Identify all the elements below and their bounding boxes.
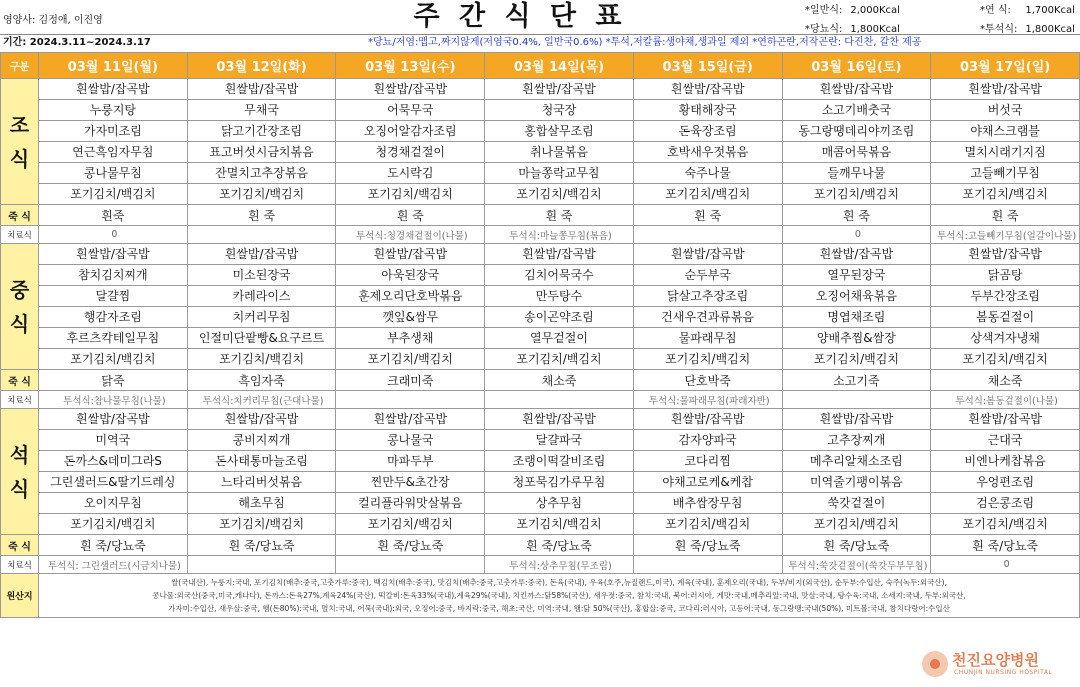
therapy-cell xyxy=(782,391,931,409)
origin-line: 콩나물:외국산(중국,미국,캐나다), 돈까스:돈육27%,계육24%(국산), 떡갈비:돈육33%(국내),계육29%(국내), 치킨까스:닭58%(국산), 새우젓:중국, 참치:국내, 북어:러시아, 게맛:국내,메추리알:국내, 맛살:국내, 탕수육:국내, 소세지:국내, 두부:외국산, xyxy=(152,591,966,600)
porridge-label: 죽 식 xyxy=(1,535,39,556)
dish-cell: 양배추찜&쌈장 xyxy=(782,328,931,349)
dish-cell: 포기김치/백김치 xyxy=(187,349,336,370)
dish-cell: 황태해장국 xyxy=(633,100,782,121)
dish-cell: 비엔나케찹볶음 xyxy=(931,451,1080,472)
therapy-cell xyxy=(633,226,782,244)
dish-cell: 포기김치/백김치 xyxy=(633,514,782,535)
menu-period: 기간: 2024.3.11~2024.3.17 xyxy=(3,37,151,48)
day-header: 03월 17일(일) xyxy=(931,53,1080,79)
dish-cell: 흰쌀밥/잡곡밥 xyxy=(39,409,188,430)
lunch-label xyxy=(1,244,39,370)
dish-cell: 훈제오리단호박볶음 xyxy=(336,286,485,307)
dish-cell: 매콤어묵볶음 xyxy=(782,142,931,163)
therapy-cell: 투석식:마늘쫑무침(볶음) xyxy=(485,226,634,244)
dish-cell: 카레라이스 xyxy=(187,286,336,307)
breakfast-dish-row xyxy=(1,79,1080,100)
therapy-cell: 투석식:물파래무침(파래자반) xyxy=(633,391,782,409)
dish-cell: 흰쌀밥/잡곡밥 xyxy=(485,79,634,100)
dish-cell: 흰쌀밥/잡곡밥 xyxy=(187,79,336,100)
dish-cell: 상색겨자냉채 xyxy=(931,328,1080,349)
dish-cell: 근대국 xyxy=(931,430,1080,451)
day-header: 03월 14일(목) xyxy=(485,53,634,79)
dish-cell: 흰쌀밥/잡곡밥 xyxy=(485,244,634,265)
porridge-cell: 흰 죽/당뇨죽 xyxy=(336,535,485,556)
origin-line: 가자미:수입산, 새우살:중국, 햄(돈80%):국내, 멸치:국내, 어묵(국내):외국, 오징어:중국, 바지락:중국, 해초:국산, 미역:국내, 햄:닭 50%(국산), 홍합살:중국, 코다리:러시아, 고등어:국내, 동그랑땡:국내(50%), 미트볼:국내, 참치다랑어:수입산 xyxy=(168,604,950,613)
dish-cell: 오징어채육볶음 xyxy=(782,286,931,307)
logo-mark-icon xyxy=(922,651,948,677)
breakfast-dish-row xyxy=(1,100,1080,121)
lunch-dish-row xyxy=(1,286,1080,307)
dish-cell: 마파두부 xyxy=(336,451,485,472)
dish-cell: 봄동겉절이 xyxy=(931,307,1080,328)
dish-cell: 흰쌀밥/잡곡밥 xyxy=(782,244,931,265)
dish-cell: 건새우견과류볶음 xyxy=(633,307,782,328)
porridge-cell: 흰 죽/당뇨죽 xyxy=(485,535,634,556)
dish-cell: 흰쌀밥/잡곡밥 xyxy=(39,244,188,265)
porridge-label: 죽 식 xyxy=(1,205,39,226)
dish-cell: 잔멸치고추장볶음 xyxy=(187,163,336,184)
porridge-cell: 흰 죽/당뇨죽 xyxy=(931,535,1080,556)
dish-cell: 흰쌀밥/잡곡밥 xyxy=(336,244,485,265)
origin-line: 쌀(국내산), 누룽지:국내, 포기김치(배추:중국,고춧가루:중국), 백김치(배추:중국), 맛김치(배추:중국,고춧가루:중국), 돈육(국내), 우육(호주,뉴질랜드,미국), 계육(국내), 훈제오리(국내), 두부/비지(외국산), 순두부:수입산, 숙주(녹두:외국산), xyxy=(171,578,947,587)
dish-cell: 닭곰탕 xyxy=(931,265,1080,286)
dish-cell: 고들빼기무침 xyxy=(931,163,1080,184)
dinner-porridge-row xyxy=(1,535,1080,556)
lunch-dish-row xyxy=(1,265,1080,286)
dish-cell: 컬리플라워맛살볶음 xyxy=(336,493,485,514)
dish-cell: 동그랑땡데리야끼조림 xyxy=(782,121,931,142)
dish-cell: 표고버섯시금치볶음 xyxy=(187,142,336,163)
dish-cell: 돈사태통마늘조림 xyxy=(187,451,336,472)
porridge-cell: 흰죽 xyxy=(39,205,188,226)
calorie-label: *일반식: xyxy=(805,5,843,16)
porridge-cell: 소고기죽 xyxy=(782,370,931,391)
dish-cell: 부추생채 xyxy=(336,328,485,349)
dish-cell: 조랭이떡갈비조림 xyxy=(485,451,634,472)
dish-cell: 달걀파국 xyxy=(485,430,634,451)
dish-cell: 콩비지찌개 xyxy=(187,430,336,451)
logo-english-name: CHUNJIN NURSING HOSPITAL xyxy=(954,669,1053,676)
dish-cell: 포기김치/백김치 xyxy=(782,349,931,370)
therapy-cell: 투석식:치커리무침(근대나물) xyxy=(187,391,336,409)
calorie-value: 1,700Kcal xyxy=(1025,5,1075,16)
therapy-cell: 투석식:참나물무침(나물) xyxy=(39,391,188,409)
therapy-cell: 투석식:청경채겉절이(나물) xyxy=(336,226,485,244)
dish-cell: 멸치시래기지짐 xyxy=(931,142,1080,163)
porridge-cell: 닭죽 xyxy=(39,370,188,391)
therapy-label: 치료식 xyxy=(1,391,39,409)
dish-cell: 포기김치/백김치 xyxy=(39,184,188,205)
dish-cell: 포기김치/백김치 xyxy=(931,349,1080,370)
dish-cell: 감자양파국 xyxy=(633,430,782,451)
porridge-cell: 흰 죽 xyxy=(931,205,1080,226)
dish-cell: 흰쌀밥/잡곡밥 xyxy=(931,244,1080,265)
dinner-dish-row xyxy=(1,493,1080,514)
porridge-cell: 흰 죽/당뇨죽 xyxy=(39,535,188,556)
dish-cell: 쑥갓겉절이 xyxy=(782,493,931,514)
dish-cell: 청포묵김가루무침 xyxy=(485,472,634,493)
therapy-cell: 투석식:봄동겉절이(나물) xyxy=(931,391,1080,409)
breakfast-dish-row xyxy=(1,121,1080,142)
therapy-cell: 투석식: 그린샐러드(시금치나물) xyxy=(39,556,188,574)
dish-cell: 청경채겉절이 xyxy=(336,142,485,163)
dish-cell: 포기김치/백김치 xyxy=(336,349,485,370)
calorie-label: *투석식: xyxy=(980,24,1018,35)
dish-cell: 흰쌀밥/잡곡밥 xyxy=(633,79,782,100)
porridge-cell: 흰 죽 xyxy=(633,205,782,226)
dish-cell: 오이지무침 xyxy=(39,493,188,514)
dinner-dish-row xyxy=(1,514,1080,535)
origin-label: 원산지 xyxy=(1,574,39,618)
dish-cell: 흰쌀밥/잡곡밥 xyxy=(782,409,931,430)
dish-cell: 김치어묵국수 xyxy=(485,265,634,286)
dish-cell: 행감자조림 xyxy=(39,307,188,328)
dish-cell: 미역국 xyxy=(39,430,188,451)
dish-cell: 치커리무침 xyxy=(187,307,336,328)
dish-cell: 도시락김 xyxy=(336,163,485,184)
therapy-cell: 투석식:상추무침(무조림) xyxy=(485,556,634,574)
dish-cell: 흰쌀밥/잡곡밥 xyxy=(931,79,1080,100)
dish-cell: 어묵무국 xyxy=(336,100,485,121)
dish-cell: 들깨무나물 xyxy=(782,163,931,184)
dinner-dish-row xyxy=(1,430,1080,451)
breakfast-therapy-row xyxy=(1,226,1080,244)
hospital-logo xyxy=(922,649,1072,681)
porridge-cell: 흰 죽 xyxy=(336,205,485,226)
dish-cell: 깻잎&쌈무 xyxy=(336,307,485,328)
therapy-label: 치료식 xyxy=(1,226,39,244)
lunch-porridge-row xyxy=(1,370,1080,391)
origin-text xyxy=(39,574,1080,618)
dish-cell: 숙주나물 xyxy=(633,163,782,184)
lunch-dish-row xyxy=(1,244,1080,265)
dish-cell: 코다리찜 xyxy=(633,451,782,472)
porridge-cell: 흰 죽 xyxy=(187,205,336,226)
dish-cell: 누룽지탕 xyxy=(39,100,188,121)
dish-cell: 포기김치/백김치 xyxy=(782,184,931,205)
breakfast-label xyxy=(1,79,39,205)
therapy-cell: 0 xyxy=(39,226,188,244)
breakfast-porridge-row xyxy=(1,205,1080,226)
therapy-cell xyxy=(336,556,485,574)
dish-cell: 미소된장국 xyxy=(187,265,336,286)
dish-cell: 닭고기간장조림 xyxy=(187,121,336,142)
porridge-cell: 크래미죽 xyxy=(336,370,485,391)
dish-cell: 포기김치/백김치 xyxy=(39,349,188,370)
dish-cell: 아욱된장국 xyxy=(336,265,485,286)
dish-cell: 홍합살무조림 xyxy=(485,121,634,142)
dish-cell: 포기김치/백김치 xyxy=(931,514,1080,535)
dish-cell: 그린샐러드&딸기드레싱 xyxy=(39,472,188,493)
therapy-cell xyxy=(336,391,485,409)
dish-cell: 호박새우젓볶음 xyxy=(633,142,782,163)
dish-cell: 상추무침 xyxy=(485,493,634,514)
dish-cell: 연근흑임자무침 xyxy=(39,142,188,163)
dish-cell: 포기김치/백김치 xyxy=(633,349,782,370)
dish-cell: 돈까스&데미그라S xyxy=(39,451,188,472)
dish-cell: 흰쌀밥/잡곡밥 xyxy=(931,409,1080,430)
dish-cell: 검은콩조림 xyxy=(931,493,1080,514)
porridge-cell: 흰 죽 xyxy=(485,205,634,226)
dish-cell: 물파래무침 xyxy=(633,328,782,349)
dish-cell: 야채스크램블 xyxy=(931,121,1080,142)
meal-label-char: 식 xyxy=(9,311,30,336)
dish-cell: 포기김치/백김치 xyxy=(336,184,485,205)
dish-cell: 소고기배춧국 xyxy=(782,100,931,121)
porridge-cell: 흑임자죽 xyxy=(187,370,336,391)
day-header: 03월 12일(화) xyxy=(187,53,336,79)
dish-cell: 무채국 xyxy=(187,100,336,121)
dish-cell: 우엉편조림 xyxy=(931,472,1080,493)
dish-cell: 참치김치찌개 xyxy=(39,265,188,286)
dish-cell: 마늘쫑락교무침 xyxy=(485,163,634,184)
dish-cell: 인절미단팥빵&요구르트 xyxy=(187,328,336,349)
dish-cell: 만두탕수 xyxy=(485,286,634,307)
dish-cell: 청국장 xyxy=(485,100,634,121)
dish-cell: 포기김치/백김치 xyxy=(633,184,782,205)
porridge-cell: 흰 죽/당뇨죽 xyxy=(633,535,782,556)
therapy-cell: 투석식:고들빼기무침(얼갈이나물) xyxy=(931,226,1080,244)
porridge-cell: 흰 죽 xyxy=(782,205,931,226)
dinner-label xyxy=(1,409,39,535)
menu-body xyxy=(1,79,1080,618)
day-header: 03월 13일(수) xyxy=(336,53,485,79)
diet-note: *당뇨/저염:맵고,짜지않게(저염국0.4%, 일반국0.6%) *투석,저칼륨:생야채,생과일 제외 *연하곤란,저작곤란: 다진찬, 갈찬 제공 xyxy=(368,37,922,48)
dish-cell: 명엽채조림 xyxy=(782,307,931,328)
document-header xyxy=(0,0,1080,35)
day-header: 03월 16일(토) xyxy=(782,53,931,79)
dish-cell: 흰쌀밥/잡곡밥 xyxy=(782,79,931,100)
dish-cell: 버섯국 xyxy=(931,100,1080,121)
dish-cell: 포기김치/백김치 xyxy=(187,514,336,535)
meal-label-char: 중 xyxy=(9,277,30,302)
therapy-cell: 0 xyxy=(931,556,1080,574)
dish-cell: 해초무침 xyxy=(187,493,336,514)
dish-cell: 포기김치/백김치 xyxy=(485,514,634,535)
breakfast-dish-row xyxy=(1,184,1080,205)
breakfast-dish-row xyxy=(1,142,1080,163)
dish-cell: 닭살고추장조림 xyxy=(633,286,782,307)
dish-cell: 흰쌀밥/잡곡밥 xyxy=(187,409,336,430)
dish-cell: 흰쌀밥/잡곡밥 xyxy=(485,409,634,430)
dish-cell: 열무겉절이 xyxy=(485,328,634,349)
corner-label: 구분 xyxy=(1,53,39,79)
dish-cell: 흰쌀밥/잡곡밥 xyxy=(187,244,336,265)
dish-cell: 콩나물무침 xyxy=(39,163,188,184)
dish-cell: 고추장찌개 xyxy=(782,430,931,451)
porridge-label: 죽 식 xyxy=(1,370,39,391)
page-title: 주 간 식 단 표 xyxy=(413,1,627,32)
porridge-cell: 채소죽 xyxy=(931,370,1080,391)
calorie-value: 1,800Kcal xyxy=(850,24,900,35)
therapy-cell xyxy=(187,226,336,244)
porridge-cell: 채소죽 xyxy=(485,370,634,391)
therapy-cell xyxy=(187,556,336,574)
dietitian-names: 영양사: 김정애, 이진영 xyxy=(3,15,103,26)
dish-cell: 흰쌀밥/잡곡밥 xyxy=(39,79,188,100)
calorie-value: 2,000Kcal xyxy=(850,5,900,16)
meal-label-char: 식 xyxy=(9,476,30,501)
dinner-dish-row xyxy=(1,472,1080,493)
dish-cell: 미역줄기팽이볶음 xyxy=(782,472,931,493)
dish-cell: 콩나물국 xyxy=(336,430,485,451)
dish-cell: 배추쌈장무침 xyxy=(633,493,782,514)
lunch-dish-row xyxy=(1,349,1080,370)
calorie-value: 1,800Kcal xyxy=(1025,24,1075,35)
dish-cell: 순두부국 xyxy=(633,265,782,286)
day-header: 03월 11일(월) xyxy=(39,53,188,79)
dish-cell: 오징어알감자조림 xyxy=(336,121,485,142)
dish-cell: 달걀찜 xyxy=(39,286,188,307)
dish-cell: 포기김치/백김치 xyxy=(187,184,336,205)
dish-cell: 메추리알채소조림 xyxy=(782,451,931,472)
dish-cell: 포기김치/백김치 xyxy=(485,184,634,205)
origin-row xyxy=(1,574,1080,618)
dinner-therapy-row xyxy=(1,556,1080,574)
dish-cell: 후르츠칵테일무침 xyxy=(39,328,188,349)
breakfast-dish-row xyxy=(1,163,1080,184)
calorie-label: *당뇨식: xyxy=(805,24,843,35)
dish-cell: 열무된장국 xyxy=(782,265,931,286)
dish-cell: 흰쌀밥/잡곡밥 xyxy=(336,79,485,100)
dish-cell: 두부간장조림 xyxy=(931,286,1080,307)
lunch-dish-row xyxy=(1,307,1080,328)
lunch-therapy-row xyxy=(1,391,1080,409)
dish-cell: 포기김치/백김치 xyxy=(782,514,931,535)
dish-cell: 찐만두&초간장 xyxy=(336,472,485,493)
porridge-cell: 흰 죽/당뇨죽 xyxy=(187,535,336,556)
dish-cell: 포기김치/백김치 xyxy=(931,184,1080,205)
weekly-menu-table xyxy=(0,52,1080,618)
dish-cell: 흰쌀밥/잡곡밥 xyxy=(336,409,485,430)
therapy-cell xyxy=(485,391,634,409)
dish-cell: 포기김치/백김치 xyxy=(485,349,634,370)
dish-cell: 취나물볶음 xyxy=(485,142,634,163)
dish-cell: 가자미조림 xyxy=(39,121,188,142)
therapy-cell xyxy=(633,556,782,574)
dinner-dish-row xyxy=(1,409,1080,430)
meal-label-char: 조 xyxy=(9,112,30,137)
day-header: 03월 15일(금) xyxy=(633,53,782,79)
dish-cell: 느타리버섯볶음 xyxy=(187,472,336,493)
porridge-cell: 단호박죽 xyxy=(633,370,782,391)
dish-cell: 흰쌀밥/잡곡밥 xyxy=(633,244,782,265)
therapy-cell: 0 xyxy=(782,226,931,244)
lunch-dish-row xyxy=(1,328,1080,349)
therapy-label: 치료식 xyxy=(1,556,39,574)
logo-name: 천진요양병원 xyxy=(952,651,1039,669)
calorie-label: *연 식: xyxy=(980,5,1011,16)
porridge-cell: 흰 죽/당뇨죽 xyxy=(782,535,931,556)
therapy-cell: 투석식:쑥갓겉절이(쑥갓두부무침) xyxy=(782,556,931,574)
dish-cell: 흰쌀밥/잡곡밥 xyxy=(633,409,782,430)
dish-cell: 돈육장조림 xyxy=(633,121,782,142)
dish-cell: 포기김치/백김치 xyxy=(39,514,188,535)
dish-cell: 포기김치/백김치 xyxy=(336,514,485,535)
meal-label-char: 식 xyxy=(9,146,30,171)
dinner-dish-row xyxy=(1,451,1080,472)
day-header-row xyxy=(1,53,1080,79)
dish-cell: 야채고로케&케찹 xyxy=(633,472,782,493)
meal-label-char: 석 xyxy=(9,442,30,467)
dish-cell: 송이곤약조림 xyxy=(485,307,634,328)
